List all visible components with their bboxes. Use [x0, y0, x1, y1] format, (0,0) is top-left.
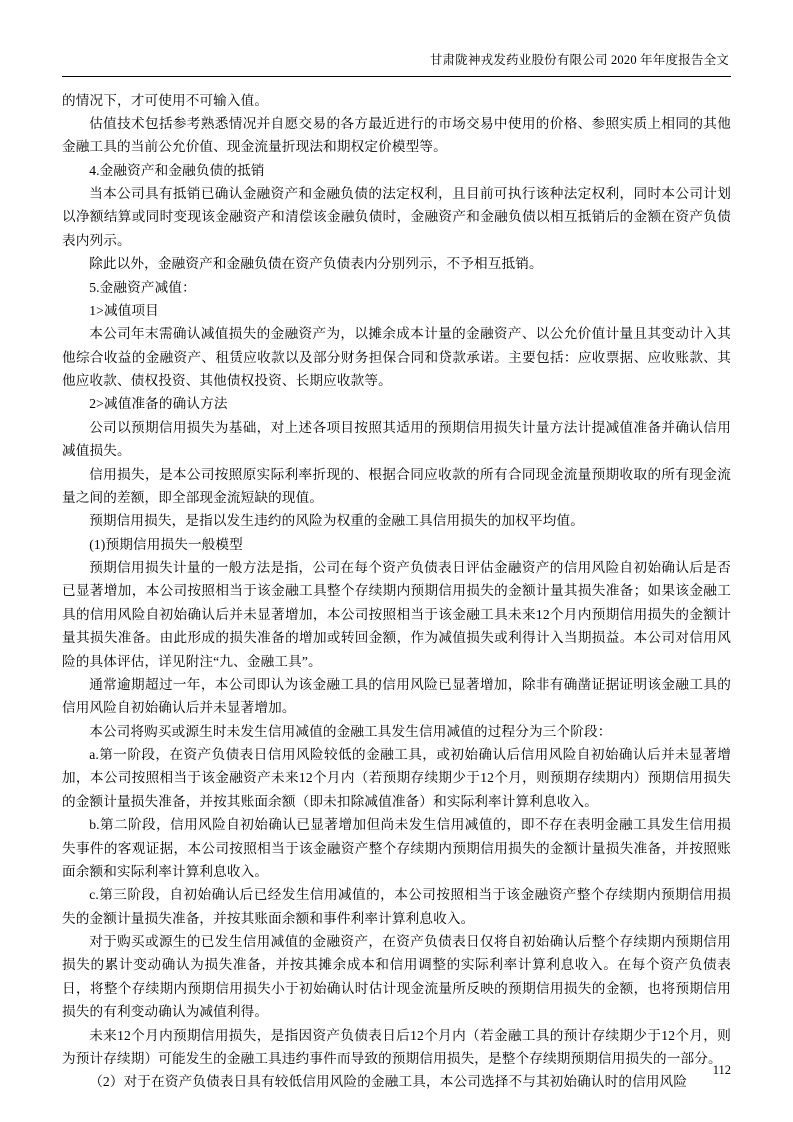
paragraph: b.第二阶段，信用风险自初始确认已显著增加但尚未发生信用减值的，即不存在表明金融工具发生信用损失事件的客观证据，本公司按照相当于该金融资产整个存续期内预期信用损失的金额计量损失准备，并按照账面余额和实际利率计算利息收入。 [62, 817, 731, 879]
paragraph: 信用损失，是本公司按照原实际利率折现的、根据合同应收款的所有合同现金流量预期收取的所有现金流量之间的差额，即全部现金流短缺的现值。 [62, 466, 731, 505]
paragraph: 估值技术包括参考熟悉情况并自愿交易的各方最近进行的市场交易中使用的价格、参照实质上相同的其他金融工具的当前公允价值、现金流量折现法和期权定价模型等。 [62, 115, 731, 155]
paragraph: 5.金融资产减值： [89, 279, 196, 295]
paragraph: 未来12个月内预期信用损失，是指因资产负债表日后12个月内（若金融工具的预计存续期少于12个月，则为预计存续期）可能发生的金融工具违约事件而导致的预期信用损失，是整个存续期预期信用损失的一部分。 [62, 1027, 731, 1066]
paragraph: 本公司年末需确认减值损失的金融资产为，以摊余成本计量的金融资产、以公允价值计量且其变动计入其他综合收益的金融资产、租赁应收款以及部分财务担保合同和贷款承诺。主要包括：应收票据、应收账款、其他应收款、债权投资、其他债权投资、长期应收款等。 [62, 326, 731, 388]
document-body [62, 89, 731, 1094]
header-divider [62, 76, 731, 77]
page-number: 112 [712, 1063, 731, 1077]
paragraph: 本公司将购买或源生时未发生信用减值的金融工具发生信用减值的过程分为三个阶段： [89, 723, 612, 739]
paragraph: （2）对于在资产负债表日具有较低信用风险的金融工具，本公司选择不与其初始确认时的信用风险 [89, 1074, 688, 1090]
paragraph: 当本公司具有抵销已确认金融资产和金融负债的法定权利，且目前可执行该种法定权利，同时本公司计划以净额结算或同时变现该金融资产和清偿该金融负债时，金融资产和金融负债以相互抵销后的金额在资产负债表内列示。 [62, 186, 731, 248]
paragraph: 对于购买或源生的已发生信用减值的金融资产，在资产负债表日仅将自初始确认后整个存续期内预期信用损失的累计变动确认为损失准备，并按其摊余成本和信用调整的实际利率计算利息收入。在每个资产负债表日，将整个存续期内预期信用损失小于初始确认时估计现金流量所反映的预期信用损失的金额，也将预期信用损失的有利变动确认为减值利得。 [62, 934, 731, 1020]
paragraph: 的情况下，才可使用不可输入值。 [62, 92, 269, 108]
paragraph: (1)预期信用损失一般模型 [89, 536, 243, 552]
paragraph: 2>减值准备的确认方法 [89, 396, 228, 412]
paragraph: 公司以预期信用损失为基础，对上述各项目按照其适用的预期信用损失计量方法计提减值准备并确认信用减值损失。 [62, 419, 731, 459]
paragraph: 1>减值项目 [89, 302, 159, 318]
paragraph: 4.金融资产和金融负债的抵销 [89, 162, 265, 178]
paragraph: 通常逾期超过一年，本公司即认为该金融工具的信用风险已显著增加，除非有确凿证据证明该金融工具的信用风险自初始确认后并未显著增加。 [62, 676, 731, 716]
paragraph: a.第一阶段，在资产负债表日信用风险较低的金融工具，或初始确认后信用风险自初始确认后并未显著增加，本公司按照相当于该金融资产未来12个月内（若预期存续期少于12个月，则预期存续期内）预期信用损失的金额计量损失准备，并按其账面余额（即未扣除减值准备）和实际利率计算利息收入。 [62, 747, 731, 809]
paragraph: c.第三阶段，自初始确认后已经发生信用减值的，本公司按照相当于该金融资产整个存续期内预期信用损失的金额计量损失准备，并按其账面余额和事件利率计算利息收入。 [62, 887, 731, 926]
paragraph: 除此以外，金融资产和金融负债在资产负债表内分别列示，不予相互抵销。 [89, 256, 543, 272]
paragraph: 预期信用损失计量的一般方法是指，公司在每个资产负债表日评估金融资产的信用风险自初始确认后是否已显著增加，本公司按照相当于该金融工具整个存续期内预期信用损失的金额计量其损失准备；如果该金融工具的信用风险自初始确认后并未显著增加，本公司按照相当于该金融工具未来12个月内预期信用损失的金额计量其损失准备。由此形成的损失准备的增加或转回金额，作为减值损失或利得计入当期损益。本公司对信用风险的具体评估，详见附注“九、金融工具”。 [62, 560, 731, 669]
page-header: 甘肃陇神戎发药业股份有限公司 2020 年年度报告全文 [429, 53, 729, 67]
paragraph: 预期信用损失，是指以发生违约的风险为权重的金融工具信用损失的加权平均值。 [89, 513, 584, 529]
